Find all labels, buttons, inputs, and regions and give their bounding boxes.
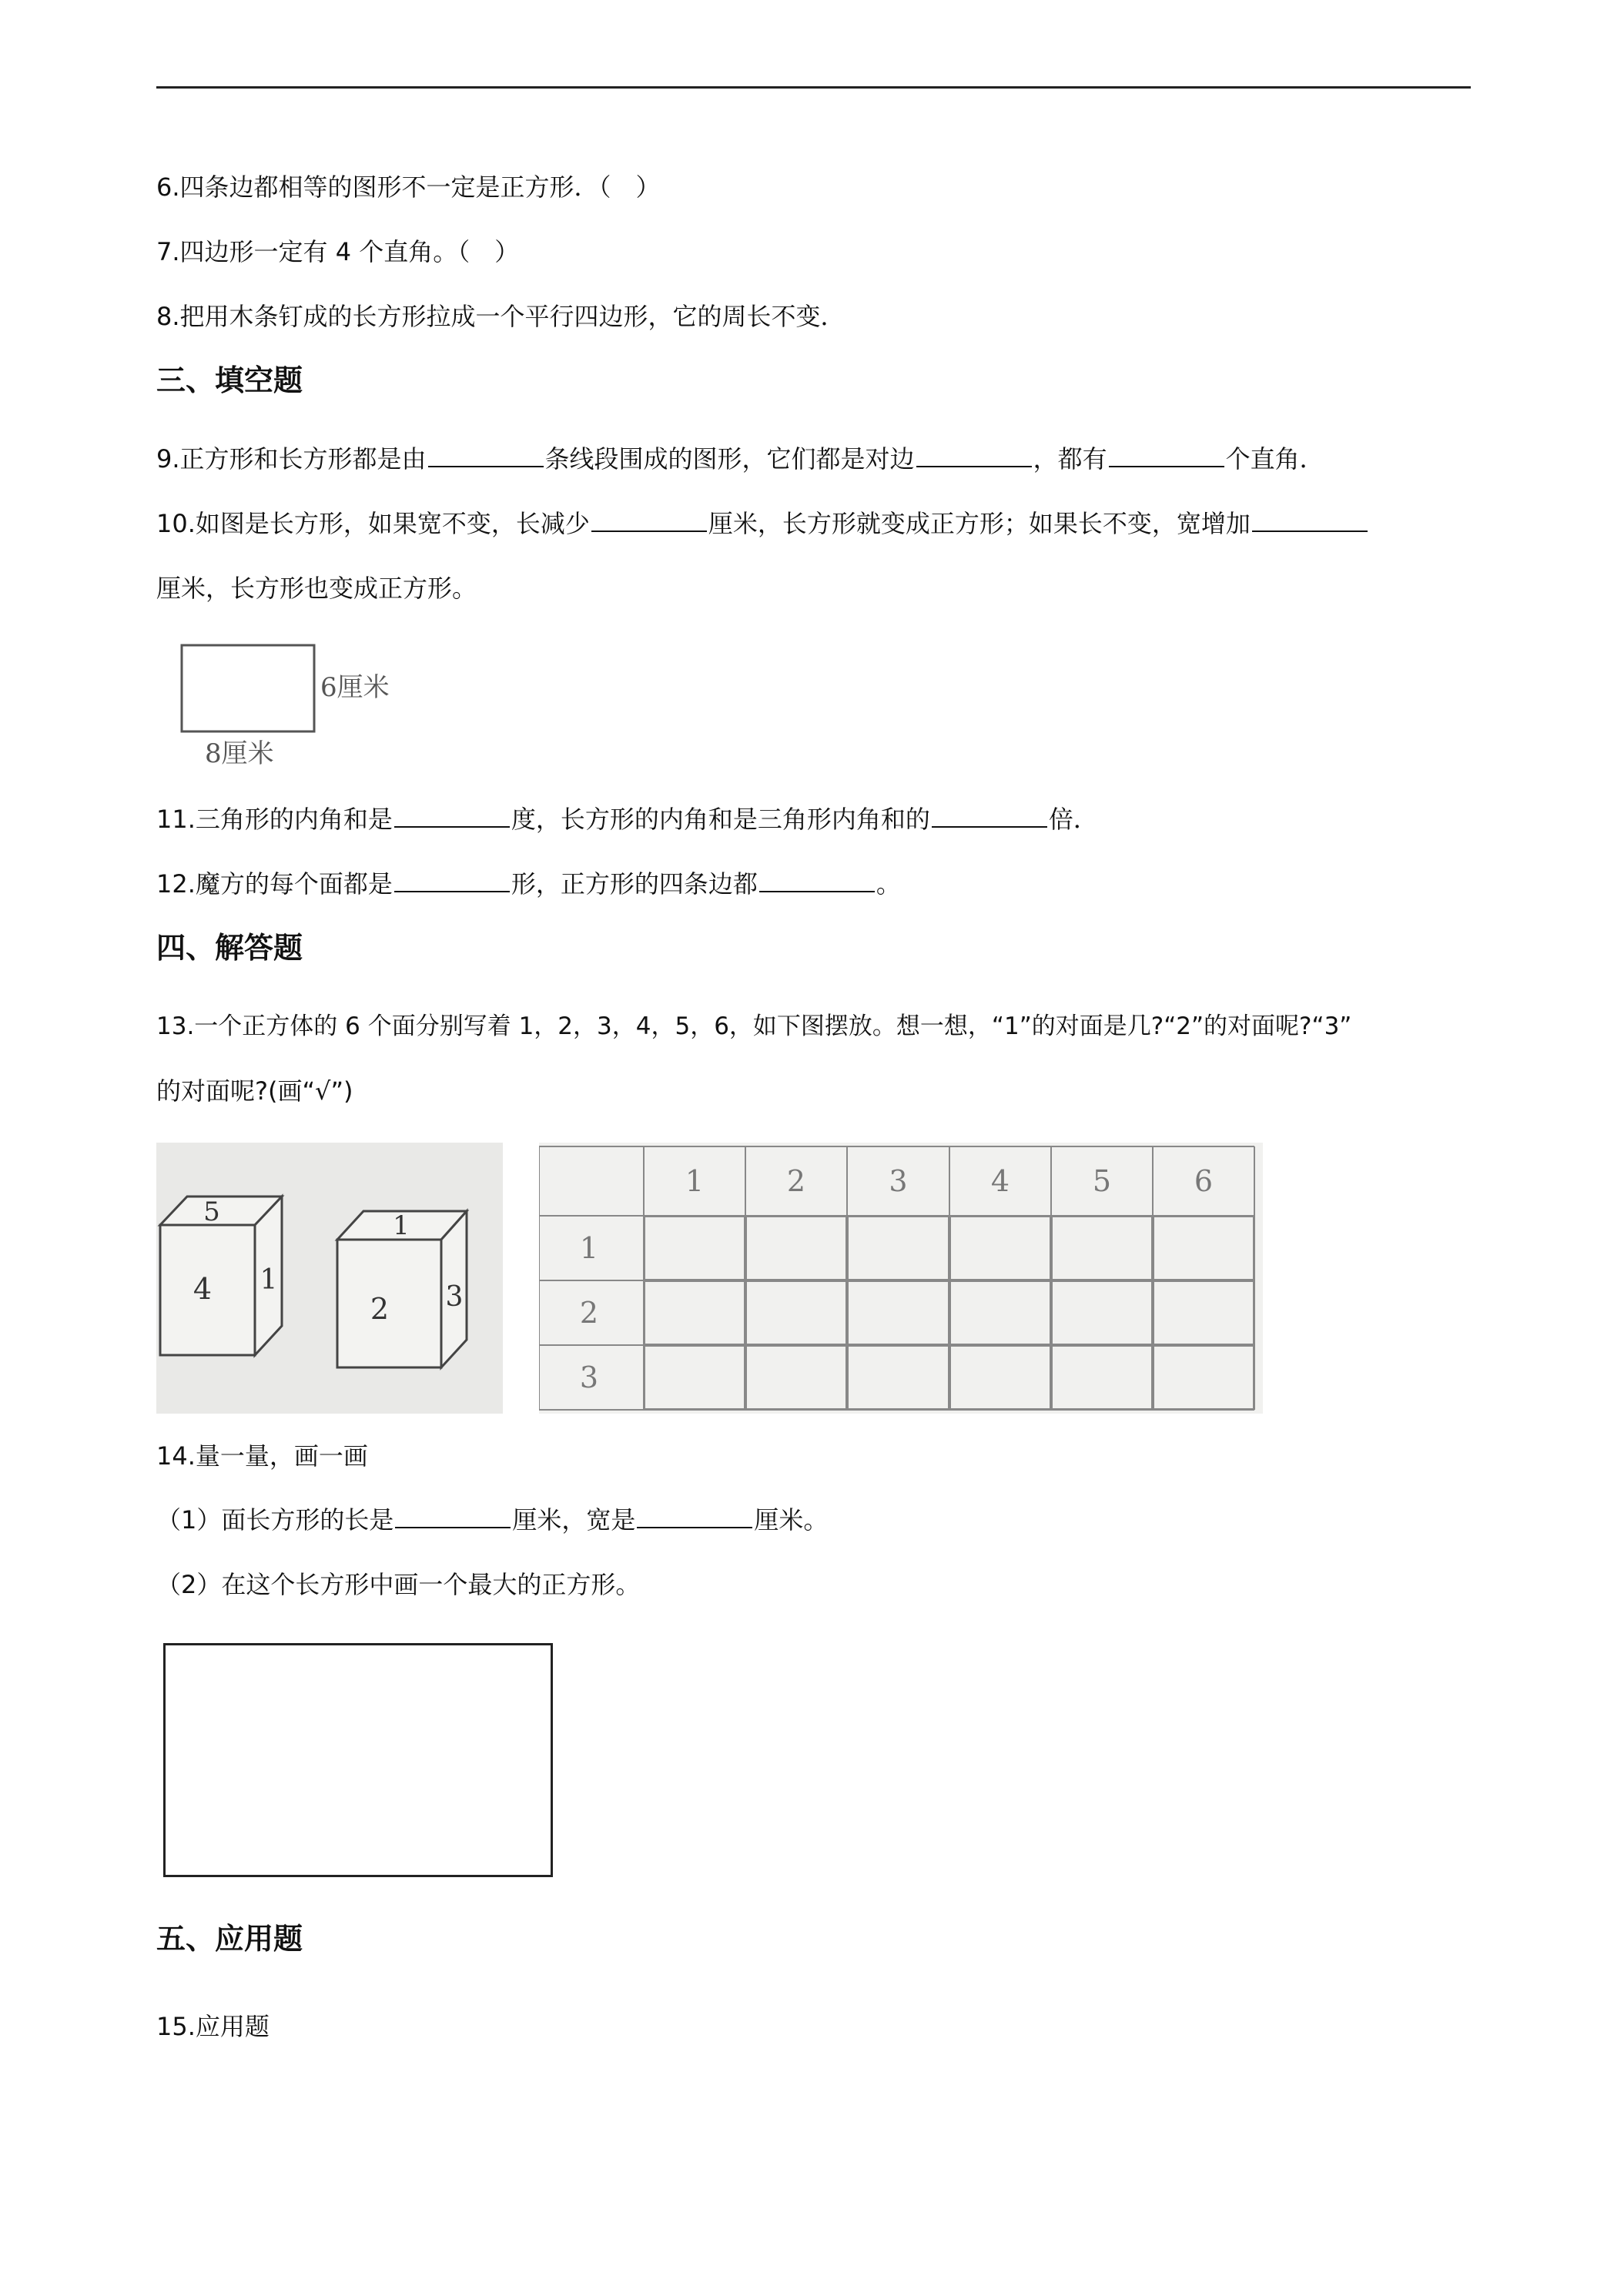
cube-2-top-number: 1: [393, 1210, 410, 1241]
question-11-text-1: 11.三角形的内角和是: [156, 805, 393, 834]
question-14-part-1-text-2: 厘米，宽是: [512, 1505, 636, 1535]
question-8: 8.把用木条钉成的长方形拉成一个平行四边形，它的周长不变．: [156, 302, 845, 331]
question-6: 6.四条边都相等的图形不一定是正方形．（ ）: [156, 172, 661, 202]
question-9-text-1: 9.正方形和长方形都是由: [156, 444, 427, 474]
grid-column-header: 6: [1194, 1164, 1214, 1198]
question-12-text-1: 12.魔方的每个面都是: [156, 869, 393, 899]
question-15: 15.应用题: [156, 2012, 270, 2041]
section-4-heading: 四、解答题: [156, 931, 303, 965]
grid-column-header: 4: [990, 1164, 1010, 1198]
question-14-part-2: （2）在这个长方形中画一个最大的正方形。: [156, 1570, 641, 1599]
question-14-title: 14.量一量，画一画: [156, 1441, 368, 1471]
grid-answer-cell[interactable]: [848, 1281, 949, 1344]
width-label: 8厘米: [205, 738, 274, 769]
grid-column-header: 1: [685, 1164, 705, 1198]
grid-answer-cell[interactable]: [848, 1346, 949, 1409]
grid-answer-cell[interactable]: [1052, 1346, 1152, 1409]
answer-blank[interactable]: [1252, 507, 1368, 532]
question-11-text-3: 倍．: [1048, 805, 1098, 834]
grid-answer-cell[interactable]: [950, 1217, 1050, 1280]
question-14-part-1-text-3: 厘米。: [754, 1505, 829, 1535]
question-14-part-1-text-1: （1）面长方形的长是: [156, 1505, 394, 1535]
question-9-text-4: 个直角．: [1225, 444, 1324, 474]
grid-row-header: 2: [579, 1296, 599, 1330]
section-5-heading: 五、应用题: [156, 1922, 303, 1956]
grid-column-header: 2: [786, 1164, 806, 1198]
section-3-heading: 三、填空题: [156, 363, 303, 397]
grid-row-header: 1: [579, 1231, 599, 1265]
question-14-part-1: [156, 1503, 828, 1537]
cube-1-top-number: 5: [203, 1197, 220, 1227]
cubes-figure: [156, 1143, 503, 1414]
rectangle-shape: [182, 645, 314, 731]
drawing-rectangle[interactable]: [163, 1643, 553, 1877]
grid-answer-cell[interactable]: [1154, 1217, 1254, 1280]
grid-answer-cell[interactable]: [1154, 1281, 1254, 1344]
answer-blank[interactable]: [394, 868, 510, 892]
answer-blank[interactable]: [916, 443, 1032, 467]
answer-blank[interactable]: [394, 803, 510, 828]
grid-answer-cell[interactable]: [645, 1217, 745, 1280]
cube-2-front-face: [337, 1240, 441, 1367]
answer-blank[interactable]: [591, 507, 707, 532]
opposite-faces-grid: [539, 1143, 1263, 1414]
question-10-text-1: 10.如图是长方形，如果宽不变，长减少: [156, 509, 590, 538]
grid-column-header: 5: [1092, 1164, 1112, 1198]
question-11: [156, 802, 1098, 836]
cube-2-front-number: 2: [370, 1292, 390, 1326]
question-10-line-2: 厘米，长方形也变成正方形。: [156, 574, 477, 603]
question-12-text-3: 。: [876, 869, 901, 899]
question-10-line-1: [156, 507, 1369, 541]
question-13-line-1: 13.一个正方体的 6 个面分别写着 1，2，3，4，5，6，如下图摆放。想一想，“1”的对面是几?“2”的对面呢?“3”: [156, 1012, 1352, 1040]
answer-blank[interactable]: [395, 1504, 511, 1528]
grid-answer-cell[interactable]: [1154, 1346, 1254, 1409]
grid-answer-cell[interactable]: [746, 1346, 846, 1409]
grid-answer-cell[interactable]: [645, 1346, 745, 1409]
question-10-text-2: 厘米，长方形就变成正方形；如果长不变，宽增加: [708, 509, 1251, 538]
header-rule: [156, 86, 1471, 89]
grid-answer-cell[interactable]: [746, 1281, 846, 1344]
answer-blank[interactable]: [637, 1504, 752, 1528]
answer-blank[interactable]: [759, 868, 875, 892]
question-11-text-2: 度，长方形的内角和是三角形内角和的: [511, 805, 930, 834]
grid-answer-cell[interactable]: [1052, 1217, 1152, 1280]
cube-1-side-number: 1: [260, 1264, 278, 1296]
question-12: [156, 867, 901, 901]
grid-answer-cell[interactable]: [848, 1217, 949, 1280]
answer-blank[interactable]: [428, 443, 544, 467]
grid-answer-cell[interactable]: [950, 1281, 1050, 1344]
answer-blank[interactable]: [932, 803, 1047, 828]
grid-column-header: 3: [889, 1164, 908, 1198]
cube-2-side-number: 3: [445, 1281, 464, 1313]
rectangle-figure: [177, 639, 424, 774]
grid-row-header: 3: [579, 1361, 599, 1394]
height-label: 6厘米: [320, 672, 390, 703]
question-12-text-2: 形，正方形的四条边都: [511, 869, 758, 899]
question-7: 7.四边形一定有 4 个直角。（ ）: [156, 237, 520, 266]
question-9: [156, 442, 1324, 476]
grid-answer-cell[interactable]: [645, 1281, 745, 1344]
grid-answer-cell[interactable]: [950, 1346, 1050, 1409]
grid-answer-cell[interactable]: [1052, 1281, 1152, 1344]
question-13-line-2: 的对面呢?(画“√”): [156, 1076, 353, 1106]
question-9-text-3: ，都有: [1033, 444, 1107, 474]
cube-1-front-number: 4: [193, 1272, 213, 1306]
answer-blank[interactable]: [1109, 443, 1224, 467]
grid-answer-cell[interactable]: [746, 1217, 846, 1280]
question-9-text-2: 条线段围成的图形，它们都是对边: [544, 444, 915, 474]
